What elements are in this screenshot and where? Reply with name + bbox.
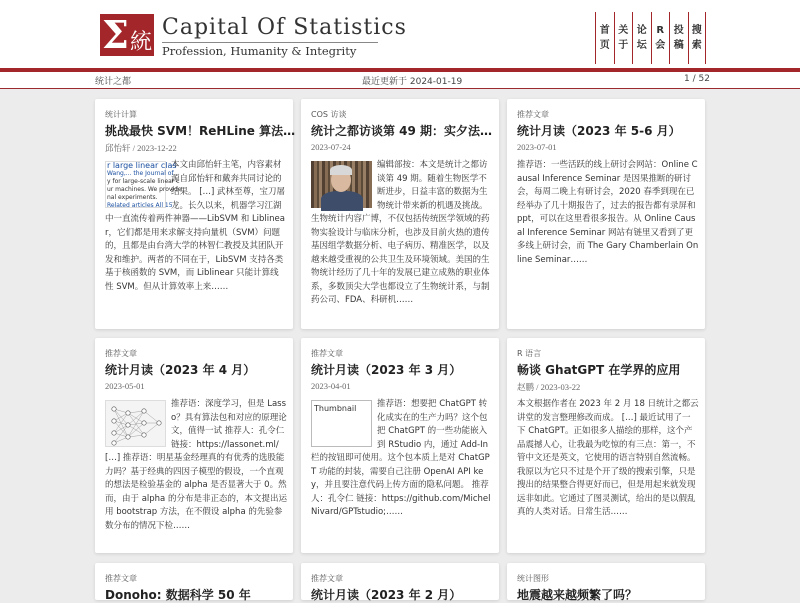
post-meta: 2023-05-01: [105, 381, 145, 391]
nav-home[interactable]: [595, 12, 614, 64]
post-card[interactable]: [507, 99, 705, 329]
status-bar: [0, 72, 800, 88]
thumb-text: ur machines. We provide: [107, 186, 182, 193]
last-updated: 最近更新于 2024-01-19: [362, 77, 463, 87]
nav-char: 论: [636, 25, 647, 36]
brand-tagline: Profession, Humanity & Integrity: [162, 44, 357, 58]
post-card[interactable]: [95, 338, 293, 553]
post-meta: 赵鹏 / 2023-03-22: [517, 382, 581, 392]
post-thumbnail[interactable]: [105, 161, 182, 209]
network-diagram-icon: [106, 401, 167, 448]
post-card[interactable]: [507, 338, 705, 553]
nav-char: 坛: [636, 40, 647, 51]
nav-char: R: [656, 25, 665, 36]
post-thumbnail[interactable]: [105, 400, 166, 447]
nav-search[interactable]: [688, 12, 707, 64]
post-excerpt: [105, 159, 287, 325]
post-category[interactable]: 推荐文章: [105, 574, 137, 583]
status-divider: [0, 88, 800, 89]
post-category[interactable]: 推荐文章: [311, 349, 343, 358]
logo-sigma-glyph: Σ: [102, 12, 129, 57]
nav-char: 首: [599, 25, 610, 36]
post-category[interactable]: 统计计算: [105, 110, 137, 119]
broken-image-alt: Thumbnail: [314, 404, 357, 413]
site-name-link[interactable]: 统计之都: [95, 77, 132, 87]
post-excerpt-text: 推荐语：想要把 ChatGPT 转化成实在的生产力吗？这个包把 ChatGPT 的一些功能嵌入到 RStudio 内，通过 Add-In 栏的按钮即可使用。这个包本质上是对 ChatGPT 功能的封装，需要自己注册 OpenAI API key，并且要注意代码上传方面的隐私问题。 推荐人：孔令仁 链接：https://github.com/MichelNivard/GPTstudio;……: [311, 399, 491, 517]
post-excerpt: [105, 398, 287, 548]
site-header: [0, 0, 800, 68]
thumb-text: y for large-scale linear c: [107, 178, 180, 185]
post-title[interactable]: 统计月读（2023 年 5-6 月）: [517, 124, 681, 138]
post-title[interactable]: 统计之都访谈第 49 期：实夕法…: [311, 124, 493, 138]
nav-char: 页: [599, 40, 610, 51]
thumb-text: r large linear clas: [107, 161, 177, 170]
logo-han-glyph: 統: [129, 30, 152, 55]
post-card[interactable]: [95, 563, 293, 600]
post-title[interactable]: 统计月读（2023 年 3 月）: [311, 363, 462, 377]
post-category[interactable]: COS 访谈: [311, 110, 347, 119]
post-meta: 2023-04-01: [311, 381, 351, 391]
post-category[interactable]: 推荐文章: [105, 349, 137, 358]
nav-forum[interactable]: [632, 12, 651, 64]
post-excerpt-text: 本文根据作者在 2023 年 2 月 18 日统计之都云讲堂的发言整理修改而成。 […] 最近试用了一下 ChatGPT。正如很多人描绘的那样，这个产品震撼人心，让我最为吃惊的有三点：第一，不管中文还是英文，它使用的语言特别自然流畅。我原以为它只不过是个开了级的搜索引擎，只是搜出的结果整合得更好而已，但是用起来就发现远非如此。它通过了图灵测试，给出的是以假乱真的人类对话。日常生活……: [517, 399, 699, 517]
post-title[interactable]: 统计月读（2023 年 2 月）: [311, 588, 462, 602]
post-title[interactable]: Donoho: 数据科学 50 年: [105, 588, 251, 602]
post-category[interactable]: 统计图形: [517, 574, 549, 583]
post-excerpt-text: 本文由邱怡轩主笔，内容素材源自邱怡轩和戴奔共同讨论的结果。 […] 武林至尊，宝刀屠龙。长久以来，机器学习江湖中一直流传着两件神器——LibSVM 和 Liblinear，它们都是用来求解支持向量机（SVM）问题的，且都是由台湾大学的林智仁教授及其团队开发和维护。两者的不同在于，LibSVM 支持各类基于核函数的 SVM，而 Liblinear 只能计算线性 SVM。但从计算效率上来……: [105, 160, 286, 292]
person-shape: [321, 191, 363, 211]
post-excerpt: [517, 398, 699, 548]
post-category[interactable]: 推荐文章: [311, 574, 343, 583]
nav-char: 于: [618, 40, 629, 51]
nav-char: 索: [691, 40, 702, 51]
post-thumbnail[interactable]: [311, 400, 372, 447]
post-card[interactable]: [301, 338, 499, 553]
post-meta: 2023-07-01: [517, 142, 557, 152]
post-meta: 2023-07-24: [311, 142, 351, 152]
post-title[interactable]: 统计月读（2023 年 4 月）: [105, 363, 256, 377]
post-card[interactable]: [301, 99, 499, 329]
post-excerpt: [311, 159, 493, 325]
post-excerpt-text: 推荐语：一些活跃的线上研讨会网站：Online Causal Inference Seminar 是因果推断的研讨会，每周二晚上有研讨会，2020 春季到现在已经举办了几十期报告了，过去的报告都有录屏和 ppt，可以在这里看很多报告。从 Online Causal Inference Seminar 网站有链里又看到了更多线上研讨会，而 The Gary Chamberlain Online Seminar……: [517, 160, 699, 265]
post-card[interactable]: [95, 99, 296, 329]
person-shape: [330, 165, 352, 175]
thumb-text: nal experiments.: [107, 194, 158, 201]
nav-r-conference[interactable]: [651, 12, 670, 64]
post-title[interactable]: 挑战最快 SVM！ReHLine 算法…: [105, 124, 296, 138]
nav-char: 会: [655, 40, 666, 51]
nav-char: 投: [673, 25, 684, 36]
page-indicator: 1 / 52: [684, 74, 710, 84]
nav-char: 搜: [691, 25, 702, 36]
nav-submit[interactable]: [669, 12, 688, 64]
post-thumbnail[interactable]: [311, 161, 372, 208]
thumb-text: Related articles All 15: [107, 202, 173, 209]
post-excerpt-text: 推荐语：深度学习，但是 Lasso？具有算法包和对应的原理论文，值得一试 推荐人：孔令仁 链接：https://lassonet.ml/ […] 推荐语：明星基金经理真的有优秀的选股能力吗？基于经典的四因子模型的假设，一个直观的想法是检验基金的 alpha 是否显著大于 0。然而，由于 alpha 的分布是非正态的，本文提出运用 bootstrap 方法，在不假设 alpha 的先验参数分布的情况下检……: [105, 399, 287, 531]
main-nav: [595, 12, 706, 64]
post-meta: 邱怡轩 / 2023-12-22: [105, 143, 177, 153]
nav-char: 稿: [673, 40, 684, 51]
post-excerpt: [311, 398, 493, 548]
post-excerpt-text: 编辑部按：本文是统计之都访谈第 49 期。随着生物医学不断进步，日益丰富的数据为生物统计带来新的机遇及挑战。生物统计内容广博，不仅包括传统医学领域的药物实验设计与临床分析，也涉及目前火热的遗传基因组学数据分析、电子病历、精准医学，以及越来越受重视的公共卫生及环境领域。美国的生物统计经历了几十年的发展已建立成熟的职业体系，多数顶尖大学也都设立了生物统计系，与制药公司、FDA、科研机……: [311, 160, 490, 305]
nav-char: 关: [618, 25, 629, 36]
post-category[interactable]: R 语言: [517, 349, 542, 358]
nav-about[interactable]: [614, 12, 633, 64]
post-title[interactable]: 畅谈 GhatGPT 在学界的应用: [517, 363, 681, 377]
post-category[interactable]: 推荐文章: [517, 110, 549, 119]
post-title[interactable]: 地震越来越频繁了吗？: [517, 588, 638, 602]
post-card[interactable]: [301, 563, 499, 600]
brand-divider: [162, 42, 378, 43]
thumb-text: Wang,... the Journal of: [107, 170, 174, 177]
brand-title[interactable]: Capital Of Statistics: [162, 15, 407, 40]
post-excerpt: [517, 159, 699, 325]
post-card[interactable]: [507, 563, 705, 600]
site-logo[interactable]: [100, 14, 154, 56]
